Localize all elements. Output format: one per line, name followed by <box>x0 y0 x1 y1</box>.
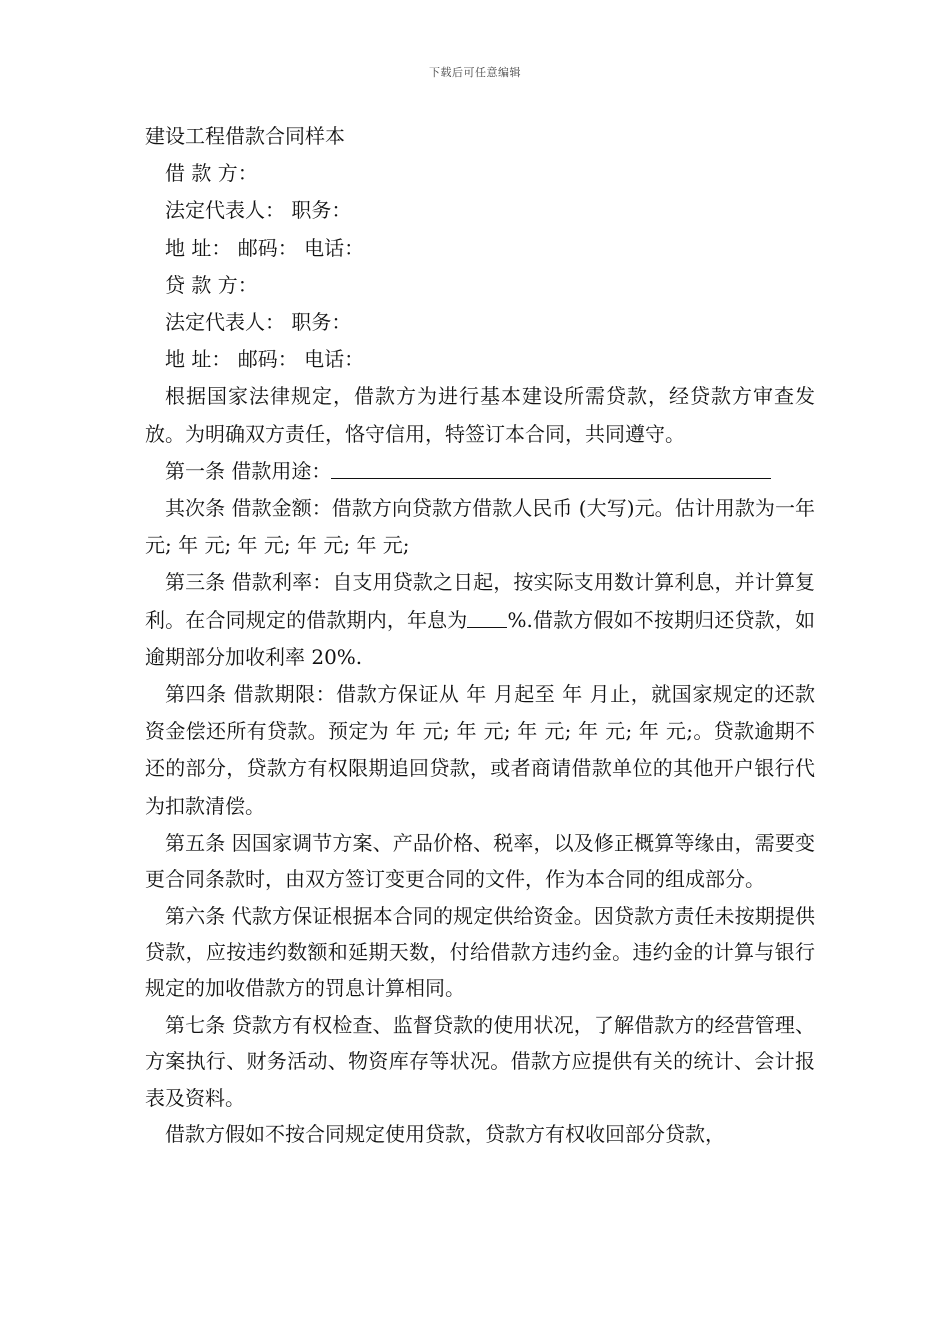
article-3 <box>145 564 815 676</box>
article-1 <box>145 453 815 490</box>
borrower-address: 地 址： 邮码： 电话： <box>165 235 365 260</box>
article-3-text-b: %.借款方假如不按期归还贷款，如逾期部分加收利率 20%. <box>145 607 815 669</box>
article-4: 第四条 借款期限：借款方保证从 年 月起至 年 月止，就国家规定的还款资金偿还所有贷款。预定为 年 元; 年 元; 年 元; 年 元; 年 元;。贷款逾期不还的部分，贷款方有权限期追回贷款，或者商请借款单位的其他开户银行代为扣款清偿。 <box>145 682 815 818</box>
preamble-paragraph: 根据国家法律规定，借款方为进行基本建设所需贷款，经贷款方审查发放。为明确双方责任，恪守信用，特签订本合同，共同遵守。 <box>145 384 815 446</box>
article-7: 第七条 贷款方有权检查、监督贷款的使用状况，了解借款方的经营管理、方案执行、财务活动、物资库存等状况。借款方应提供有关的统计、会计报表及资料。 <box>145 1012 815 1110</box>
article-3-text-a: 第三条 借款利率：自支用贷款之日起，按实际支用数计算利息，并计算复利。在合同规定的借款期内，年息为 <box>145 570 815 632</box>
borrower-representative: 法定代表人： 职务： <box>165 198 352 223</box>
article-7-continuation: 借款方假如不按合同规定使用贷款，贷款方有权收回部分贷款， <box>165 1122 725 1147</box>
lender-address: 地 址： 邮码： 电话： <box>165 347 365 372</box>
contract-body <box>145 118 815 1153</box>
borrower-label: 借 款 方： <box>165 161 258 186</box>
article-2: 其次条 借款金额：借款方向贷款方借款人民币 (大写)元。估计用款为一年 元; 年 元; 年 元; 年 元; 年 元; <box>145 496 815 558</box>
loan-purpose-blank <box>331 460 771 479</box>
lender-label: 贷 款 方： <box>165 272 258 297</box>
document-title: 建设工程借款合同样本 <box>145 124 345 148</box>
article-6: 第六条 代款方保证根据本合同的规定供给资金。因贷款方责任未按期提供贷款，应按违约数额和延期天数，付给借款方违约金。违约金的计算与银行规定的加收借款方的罚息计算相同。 <box>145 903 815 1001</box>
article-5: 第五条 因国家调节方案、产品价格、税率，以及修正概算等缘由，需要变更合同条款时，由双方签订变更合同的文件，作为本合同的组成部分。 <box>145 830 815 892</box>
article-1-label: 第一条 借款用途： <box>165 458 332 483</box>
interest-rate-blank <box>467 609 507 628</box>
lender-representative: 法定代表人： 职务： <box>165 310 352 335</box>
page-header-note: 下载后可任意编辑 <box>429 66 521 79</box>
